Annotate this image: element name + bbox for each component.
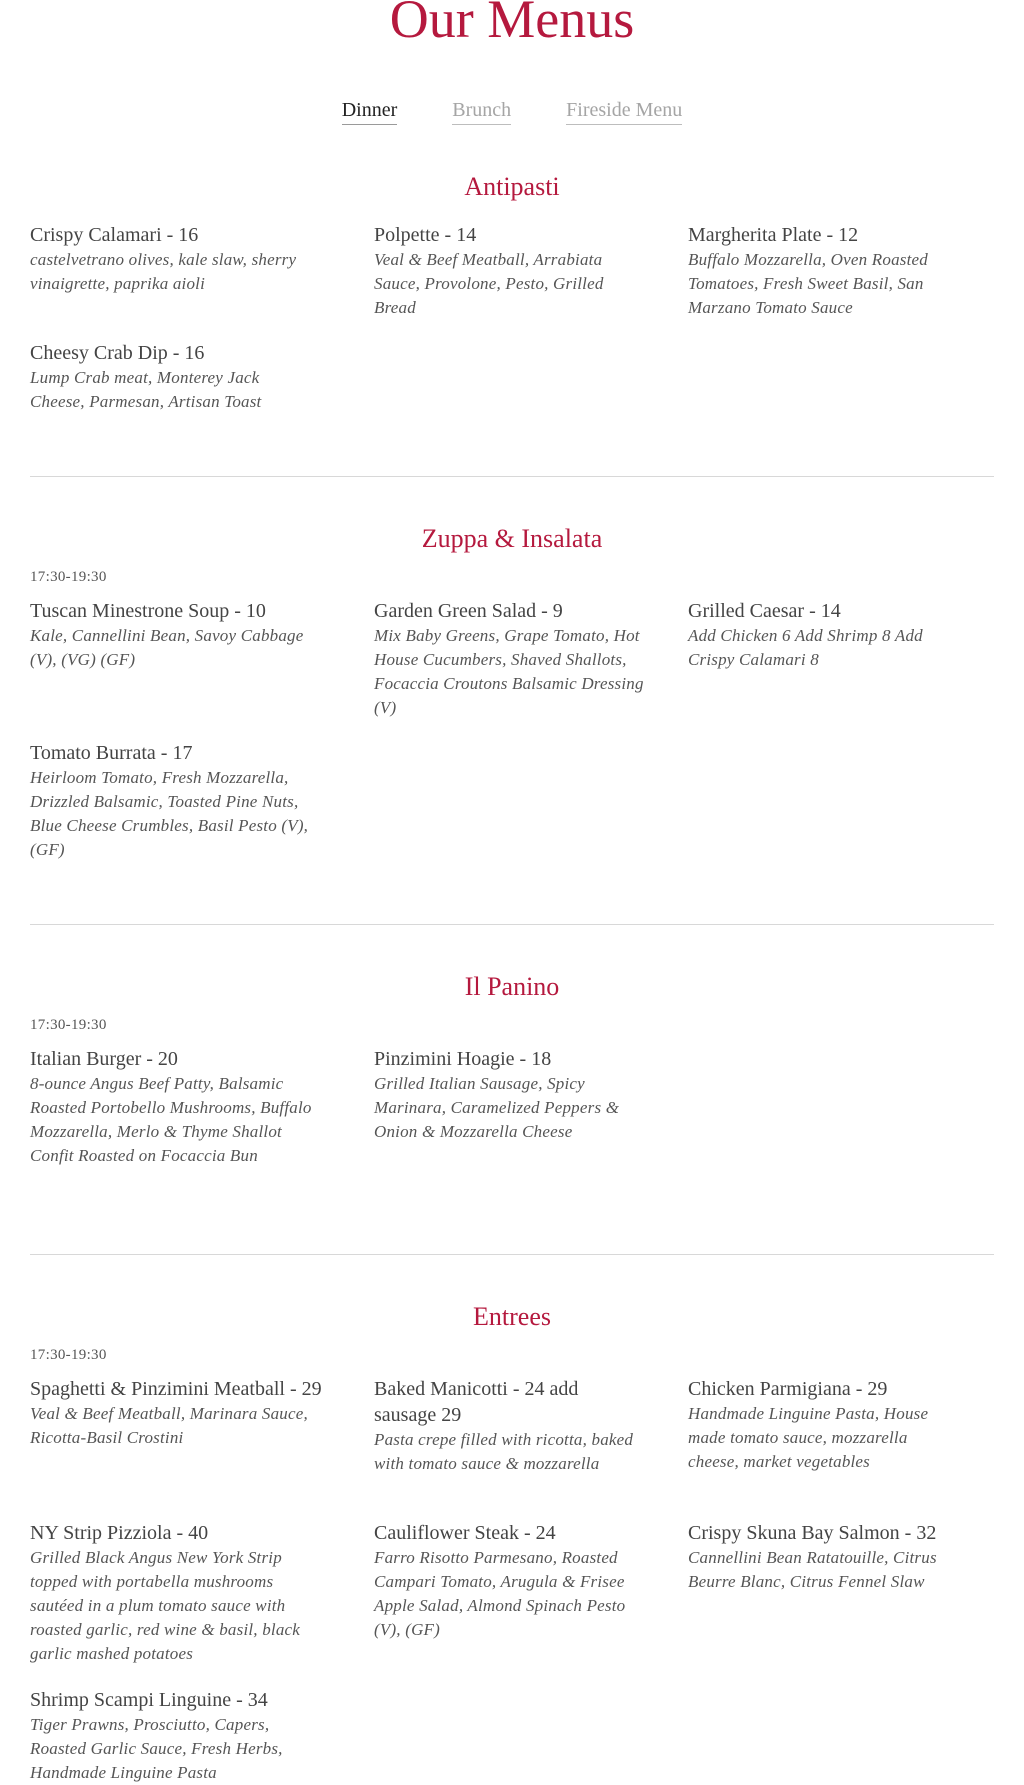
menu-item [30, 1520, 330, 1666]
item-description: Buffalo Mozzarella, Oven Roasted Tomatoes, Fresh Sweet Basil, San Marzano Tomato Sauce [688, 250, 928, 317]
section-title: Antipasti [464, 172, 560, 201]
item-description: Handmade Linguine Pasta, House made tomato sauce, mozzarella cheese, market vegetables [688, 1404, 929, 1471]
item-name: Grilled Caesar - 14 [688, 600, 841, 622]
menu-item [30, 222, 330, 296]
item-name: Tomato Burrata - 17 [30, 742, 193, 764]
item-name: Chicken Parmigiana - 29 [688, 1378, 888, 1400]
section-zuppa-insalata [30, 522, 994, 556]
item-description: castelvetrano olives, kale slaw, sherry vinaigrette, paprika aioli [30, 250, 297, 293]
menu-item [374, 222, 634, 320]
item-description: Tiger Prawns, Prosciutto, Capers, Roasted Garlic Sauce, Fresh Herbs, Handmade Linguine Pasta [30, 1715, 283, 1782]
item-name: Pinzimini Hoagie - 18 [374, 1048, 552, 1070]
item-description: Pasta crepe filled with ricotta, baked with tomato sauce & mozzarella [374, 1430, 634, 1473]
item-description: Grilled Italian Sausage, Spicy Marinara, Caramelized Peppers & Onion & Mozzarella Cheese [374, 1074, 620, 1141]
item-description: Veal & Beef Meatball, Marinara Sauce, Ricotta-Basil Crostini [30, 1404, 308, 1447]
tab-brunch[interactable]: Brunch [452, 96, 511, 125]
section-title: Il Panino [464, 972, 560, 1001]
item-name: Baked Manicotti - 24 add sausage 29 [374, 1378, 579, 1426]
section-divider [30, 476, 994, 477]
menu-item [30, 598, 330, 672]
item-description: Veal & Beef Meatball, Arrabiata Sauce, Provolone, Pesto, Grilled Bread [374, 250, 604, 317]
item-name: Tuscan Minestrone Soup - 10 [30, 600, 266, 622]
tab-fireside-menu[interactable]: Fireside Menu [566, 96, 682, 125]
menu-item [688, 598, 958, 672]
menu-tabs [0, 96, 1024, 125]
page-title: Our Menus [389, 0, 635, 49]
menu-item [374, 1046, 634, 1144]
section-title: Zuppa & Insalata [421, 524, 603, 553]
menu-item [374, 1376, 634, 1476]
item-description: Grilled Black Angus New York Strip topped with portabella mushrooms sautéed in a plum tomato sauce with roasted garlic, red wine & basil, black garlic mashed potatoes [30, 1548, 301, 1663]
menu-item [688, 1376, 958, 1474]
tab-dinner[interactable]: Dinner [342, 96, 398, 125]
hours-label: 17:30‑19:30 [30, 1347, 107, 1363]
item-description: Lump Crab meat, Monterey Jack Cheese, Parmesan, Artisan Toast [30, 368, 262, 411]
section-il-panino [30, 970, 994, 1004]
item-name: Shrimp Scampi Linguine - 34 [30, 1689, 268, 1711]
hours-label: 17:30‑19:30 [30, 569, 107, 585]
menu-item [688, 1520, 958, 1594]
section-divider [30, 1254, 994, 1255]
menu-item [688, 222, 958, 320]
item-description: 8-ounce Angus Beef Patty, Balsamic Roasted Portobello Mushrooms, Buffalo Mozzarella, Merlo & Thyme Shallot Confit Roasted on Focaccia Bun [30, 1074, 312, 1165]
item-name: NY Strip Pizziola - 40 [30, 1522, 209, 1544]
section-antipasti [30, 170, 994, 204]
item-name: Cheesy Crab Dip - 16 [30, 342, 205, 364]
item-description: Cannellini Bean Ratatouille, Citrus Beurre Blanc, Citrus Fennel Slaw [688, 1548, 937, 1591]
section-divider [30, 924, 994, 925]
item-name: Cauliflower Steak - 24 [374, 1522, 556, 1544]
menu-item [30, 1687, 320, 1785]
item-name: Garden Green Salad - 9 [374, 600, 563, 622]
menu-item [30, 340, 310, 414]
item-description: Add Chicken 6 Add Shrimp 8 Add Crispy Calamari 8 [688, 626, 923, 669]
menu-item [374, 598, 644, 720]
item-name: Crispy Calamari - 16 [30, 224, 199, 246]
item-description: Farro Risotto Parmesano, Roasted Campari Tomato, Arugula & Frisee Apple Salad, Almond Spinach Pesto (V), (GF) [374, 1548, 626, 1639]
item-description: Heirloom Tomato, Fresh Mozzarella, Drizzled Balsamic, Toasted Pine Nuts, Blue Cheese Crumbles, Basil Pesto (V), (GF) [30, 768, 309, 859]
item-description: Kale, Cannellini Bean, Savoy Cabbage (V), (VG) (GF) [30, 626, 304, 669]
hours-label: 17:30‑19:30 [30, 1017, 107, 1033]
menu-item [374, 1520, 644, 1642]
menu-item [30, 1046, 320, 1168]
item-name: Margherita Plate - 12 [688, 224, 859, 246]
item-name: Spaghetti & Pinzimini Meatball - 29 [30, 1378, 322, 1400]
item-description: Mix Baby Greens, Grape Tomato, Hot House Cucumbers, Shaved Shallots, Focaccia Croutons Balsamic Dressing (V) [374, 626, 644, 717]
section-entrees [30, 1300, 994, 1334]
menu-item [30, 1376, 330, 1450]
section-title: Entrees [473, 1302, 551, 1331]
item-name: Crispy Skuna Bay Salmon - 32 [688, 1522, 937, 1544]
item-name: Polpette - 14 [374, 224, 477, 246]
item-name: Italian Burger - 20 [30, 1048, 178, 1070]
menu-item [30, 740, 330, 862]
